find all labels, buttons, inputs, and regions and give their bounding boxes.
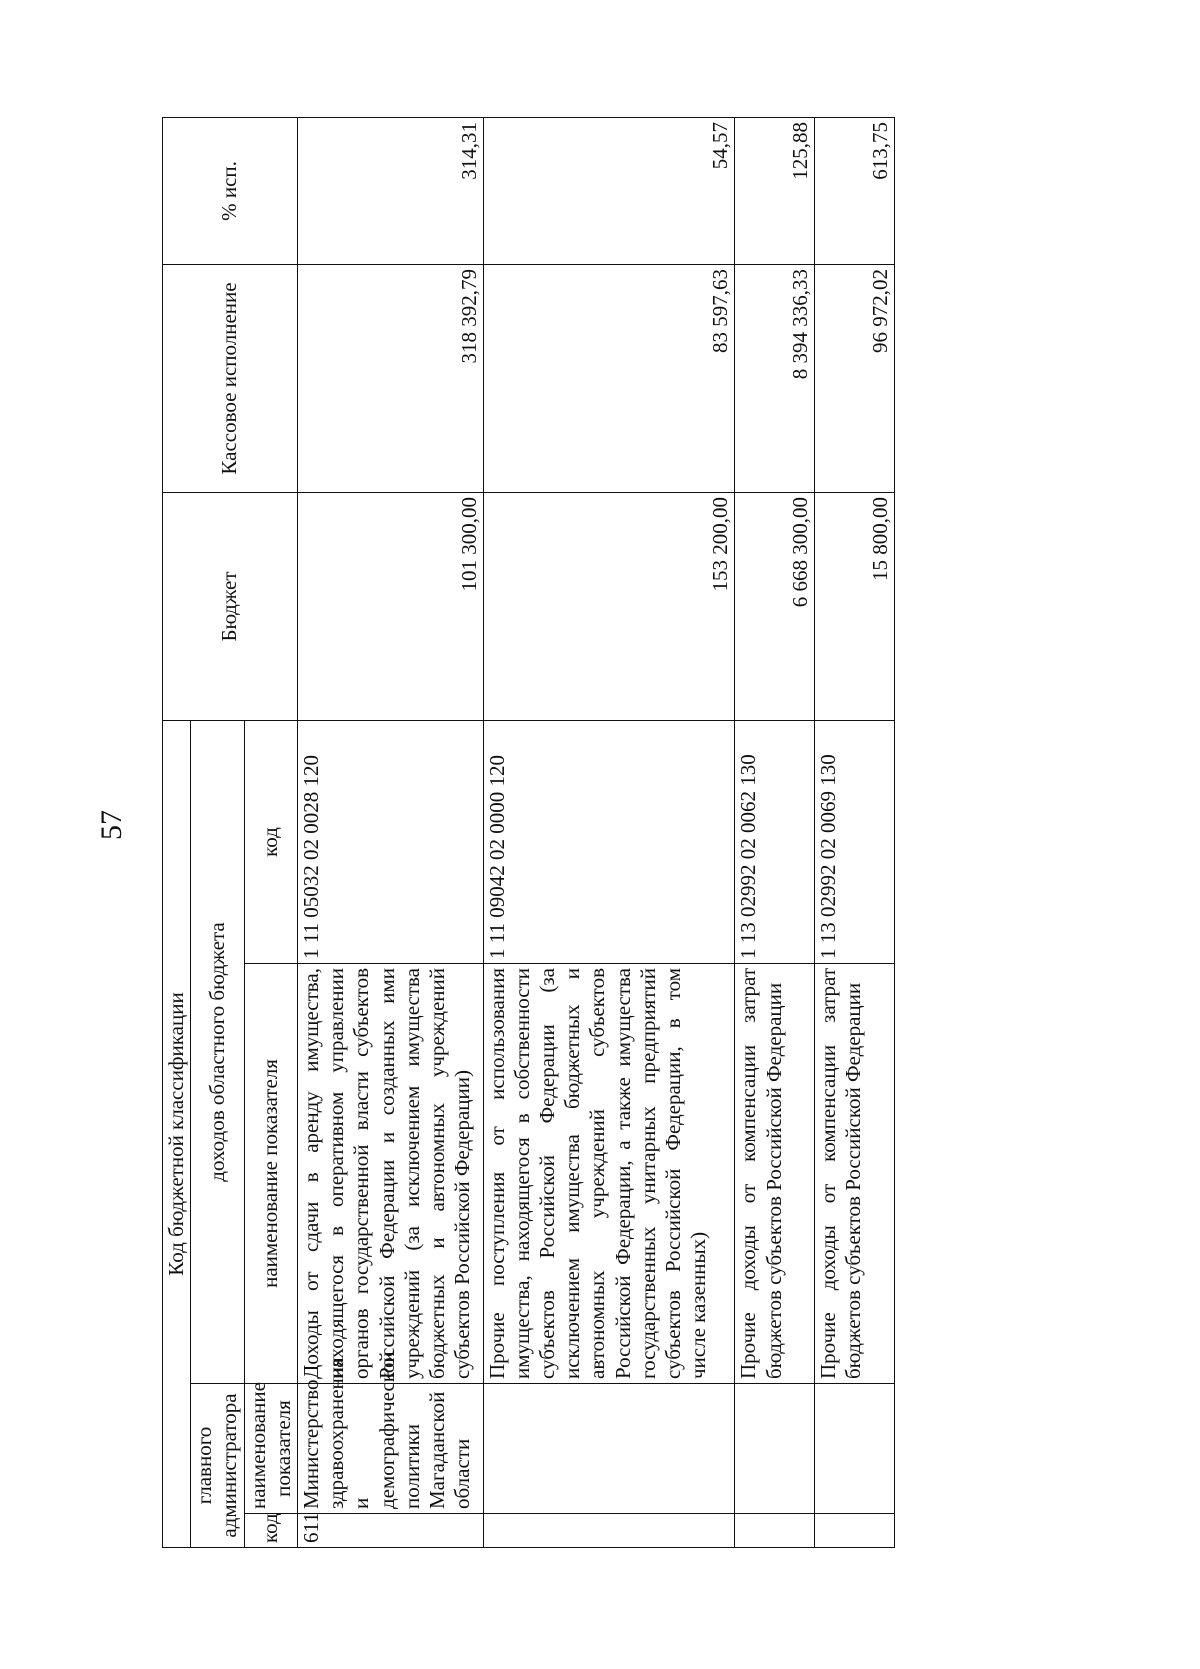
cash-execution-cell: 96 972,02 xyxy=(815,264,895,492)
budget-cell: 6 668 300,00 xyxy=(735,492,815,720)
header-income-code: код xyxy=(244,720,297,963)
header-budget: Бюджет xyxy=(163,492,298,720)
percent-cell: 314,31 xyxy=(297,117,483,264)
income-name-cell: Доходы от сдачи в аренду имущества, находящегося в оперативном управлении органов государственной власти субъектов Российской Федерации и созданных ими учреждений (за исключением имущества бюджетных и автономных учреждений субъектов Российской Федерации) xyxy=(297,964,483,1384)
header-chief-administrator: главного администратора xyxy=(191,1384,244,1548)
income-code-cell: 1 11 05032 02 0028 120 xyxy=(297,720,483,963)
admin-name-cell: Министерство здравоохранения и демографической политики Магаданской области xyxy=(297,1384,483,1514)
table-row xyxy=(297,117,483,1547)
income-name-cell: Прочие доходы от компенсации затрат бюджетов субъектов Российской Федерации xyxy=(735,964,815,1384)
admin-name-cell xyxy=(483,1384,735,1514)
income-name-cell: Прочие доходы от компенсации затрат бюджетов субъектов Российской Федерации xyxy=(815,964,895,1384)
header-admin-code: код xyxy=(244,1514,297,1548)
percent-cell: 125,88 xyxy=(735,117,815,264)
admin-code-cell xyxy=(815,1514,895,1548)
header-budget-classification: Код бюджетной классификации xyxy=(163,720,191,1547)
percent-cell: 54,57 xyxy=(483,117,735,264)
budget-cell: 153 200,00 xyxy=(483,492,735,720)
budget-table xyxy=(162,117,895,1548)
table-row xyxy=(735,117,815,1547)
cash-execution-cell: 83 597,63 xyxy=(483,264,735,492)
cash-execution-cell: 318 392,79 xyxy=(297,264,483,492)
cash-execution-cell: 8 394 336,33 xyxy=(735,264,815,492)
rotated-table-container xyxy=(162,118,895,1548)
admin-code-cell: 611 xyxy=(297,1514,483,1548)
header-percent: % исп. xyxy=(163,117,298,264)
income-code-cell: 1 11 09042 02 0000 120 xyxy=(483,720,735,963)
income-name-cell: Прочие поступления от использования имущества, находящегося в собственности субъектов Российской Федерации (за исключением имущества бюджетных и автономных учреждений субъектов Российской Федерации, а также имущества государственных унитарных предприятий субъектов Российской Федерации, в том числе казенных) xyxy=(483,964,735,1384)
admin-code-cell xyxy=(735,1514,815,1548)
percent-cell: 613,75 xyxy=(815,117,895,264)
budget-cell: 15 800,00 xyxy=(815,492,895,720)
admin-name-cell xyxy=(815,1384,895,1514)
page-number: 57 xyxy=(95,810,128,840)
header-income-name: наименование показателя xyxy=(244,964,297,1384)
table-row xyxy=(815,117,895,1547)
header-regional-income: доходов областного бюджета xyxy=(191,720,244,1383)
income-code-cell: 1 13 02992 02 0062 130 xyxy=(735,720,815,963)
table-row xyxy=(483,117,735,1547)
admin-name-cell xyxy=(735,1384,815,1514)
header-cash-execution: Кассовое исполнение xyxy=(163,264,298,492)
header-admin-name: наименование показателя xyxy=(244,1384,297,1514)
admin-code-cell xyxy=(483,1514,735,1548)
income-code-cell: 1 13 02992 02 0069 130 xyxy=(815,720,895,963)
budget-cell: 101 300,00 xyxy=(297,492,483,720)
